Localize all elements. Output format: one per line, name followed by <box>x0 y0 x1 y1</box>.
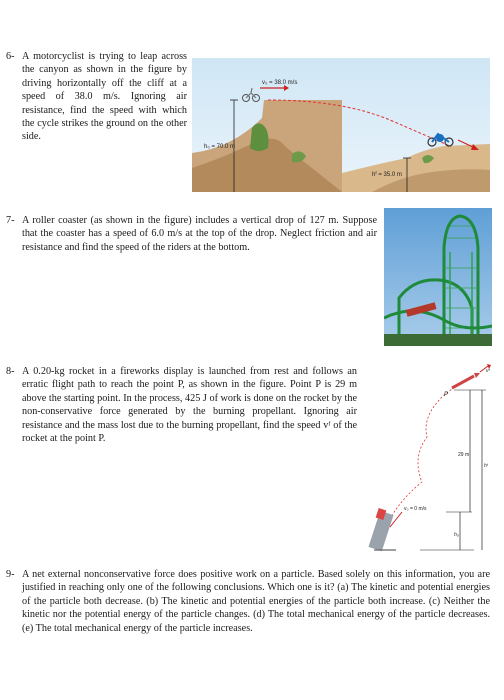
problem-9-text <box>22 568 490 635</box>
h0-label: h₀ = 70.0 m <box>204 144 236 150</box>
problem-8-body: A 0.20-kg rocket in a fireworks display is launched from rest and follows an erratic flight path to reach the point P, as shown in the figure. Point P is 29 m above the starting point. In the process, 425 J of work is done on the rocket by the non-conservative force generated by the burning propellant. Ignoring air resistance and the mass lost due to the burning propellant, find the speed vᶠ of the rocket at the point P. <box>22 366 357 445</box>
canyon-figure <box>192 58 490 192</box>
problem-8-text <box>22 365 357 445</box>
h0-label: h₀ <box>454 532 459 538</box>
point-p-label: P <box>444 392 449 398</box>
v0-label: v₀ = 0 m/s <box>404 506 427 512</box>
problem-6-text <box>22 50 187 144</box>
v0-label: v₀ = 38.0 m/s <box>262 80 298 86</box>
rocket-illustration <box>362 362 494 554</box>
rocket-top <box>452 373 480 388</box>
problem-8-number: 8- <box>6 366 15 377</box>
roller-coaster-photo <box>384 208 492 346</box>
launcher <box>368 508 396 551</box>
roller-coaster-illustration <box>384 208 492 346</box>
problem-7-body: A roller coaster (as shown in the figure) includes a vertical drop of 127 m. Suppose that the coaster has a speed of 6.0 m/s at the top of the drop. Neglect friction and air resistance and find the speed of the riders at the bottom. <box>22 215 377 253</box>
problem-6-number: 6- <box>6 51 15 62</box>
problem-9-body: A net external nonconservative force does positive work on a particle. Based solely on this information, you are justified in reaching only one of the following conclusions. Which one is it? (a) The kinetic and potential energies of the particle both decrease. (b) The kinetic and potential energies of the particle both increase. (c) Neither the kinetic nor the potential energy of the particle changes. (d) The total mechanical energy of the particle decreases. (e) The total mechanical energy of the particle increases. <box>22 569 490 634</box>
hf-label: hᶠ <box>484 463 488 469</box>
vf-label: vᶠ <box>486 368 490 374</box>
problem-6-body: A motorcyclist is trying to leap across the canyon as shown in the figure by driving horizontally off the cliff at a speed of 38.0 m/s. Ignoring air resistance, find the speed with which the cycle strikes the ground on the other side. <box>22 51 187 143</box>
height-29m-label: 29 m <box>458 452 470 458</box>
problem-7-text <box>22 214 377 254</box>
problem-7-number: 7- <box>6 215 15 226</box>
hf-label: hᶠ = 35.0 m <box>372 172 402 178</box>
canyon-illustration <box>192 58 490 192</box>
problem-9-number: 9- <box>6 569 15 580</box>
rocket-figure <box>362 362 494 554</box>
